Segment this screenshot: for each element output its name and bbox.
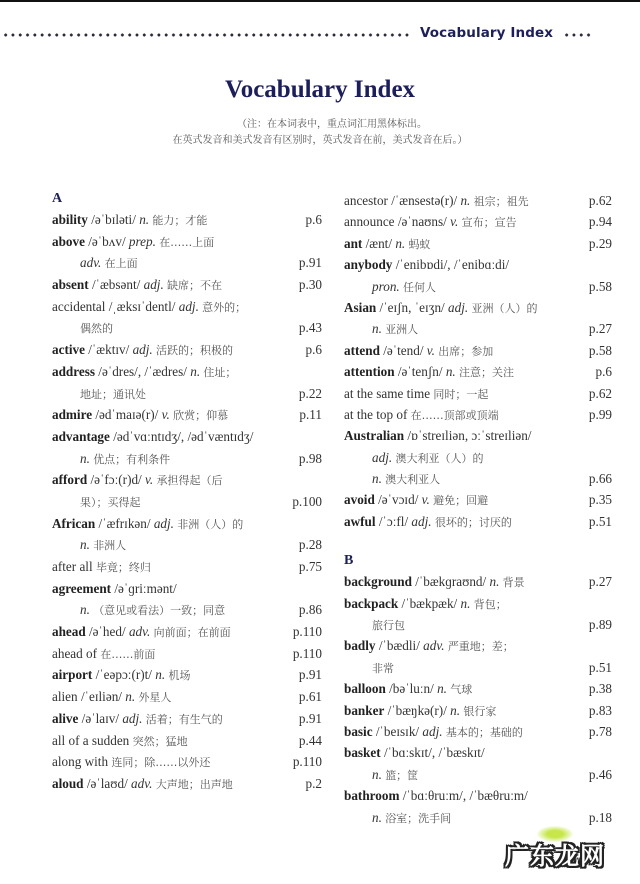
vocab-entry: [344, 340, 612, 361]
page-ref: p.51: [588, 659, 612, 675]
vocab-entry: [52, 556, 322, 578]
chinese-definition: 澳大利亚人: [385, 473, 441, 487]
page-ref: p.2: [305, 775, 322, 791]
entry-continuation: [344, 657, 612, 678]
chinese-definition: 在……顶部或顶端: [410, 408, 499, 422]
chinese-definition: 活跃的；积极的: [156, 344, 234, 358]
page-ref: p.58: [588, 278, 612, 294]
headword: bathroom: [344, 788, 400, 804]
phonetic: /ˈeɪʃn, ˈeɪʒn/: [379, 299, 445, 315]
vocab-entry: [52, 209, 322, 231]
headword: all of a sudden: [52, 732, 130, 748]
headword: background: [344, 574, 412, 590]
headword: agreement: [52, 580, 112, 596]
page-ref: p.22: [298, 385, 322, 401]
headword: alien: [52, 689, 78, 705]
phonetic: /əˈtend/: [383, 342, 424, 358]
part-of-speech: adj.: [178, 298, 199, 314]
chinese-definition: 优点；有利条件: [93, 452, 171, 466]
chinese-definition: 出席；参加: [438, 344, 494, 358]
vocab-entry: [344, 297, 612, 318]
chinese-definition: 严重地；差；: [447, 640, 514, 654]
vocab-entry: [52, 621, 322, 643]
part-of-speech: n.: [372, 809, 382, 825]
page-ref: p.83: [588, 702, 612, 718]
chinese-definition: 蚂蚁: [408, 237, 431, 251]
vocab-entry: [52, 686, 322, 708]
headword: attention: [344, 364, 395, 380]
dotted-leader-left: [2, 33, 412, 37]
chinese-definition: 银行家: [463, 704, 497, 718]
vocab-entry: [344, 635, 612, 656]
entry-continuation: [344, 764, 612, 785]
page-ref: p.61: [298, 689, 322, 705]
part-of-speech: v.: [161, 407, 170, 423]
page-ref: p.38: [588, 681, 612, 697]
phonetic: /ˈbæŋkə(r)/: [387, 702, 447, 718]
phonetic: /əˈfɔː(r)d/: [90, 472, 142, 488]
page-ref: p.94: [588, 214, 612, 230]
page-title: Vocabulary Index: [224, 76, 416, 103]
index-note: [0, 117, 640, 149]
part-of-speech: n.: [395, 235, 406, 251]
entry-continuation: [52, 317, 322, 339]
phonetic: /əˈlaʊd/: [86, 775, 128, 791]
phonetic: /ˈæfrɪkən/: [98, 515, 151, 531]
entry-continuation: [52, 491, 322, 513]
part-of-speech: v.: [145, 472, 154, 488]
chinese-definition: 任何人: [403, 280, 437, 294]
page-ref: p.30: [298, 277, 322, 293]
vocab-entry: [344, 190, 612, 211]
part-of-speech: n.: [125, 689, 136, 705]
part-of-speech: v.: [450, 214, 459, 230]
top-border-rule: [0, 0, 640, 2]
chinese-definition: 宣布；宣告: [461, 216, 517, 230]
part-of-speech: n.: [489, 574, 500, 590]
vocab-entry: [344, 489, 612, 510]
headword: airport: [52, 667, 93, 683]
entry-list-a-left: [52, 209, 322, 795]
part-of-speech: v.: [426, 342, 435, 358]
part-of-speech: adv.: [423, 638, 445, 654]
note-line-1: （注：在本词表中，重点词汇用黑体标出。: [237, 119, 427, 130]
page-ref: p.91: [298, 710, 322, 726]
chinese-definition: （意见或看法）一致；同意: [93, 604, 226, 618]
part-of-speech: n.: [80, 602, 90, 618]
vocab-entry: [344, 404, 612, 425]
vocab-entry: [52, 751, 322, 773]
page-ref: p.43: [298, 320, 322, 336]
entry-continuation: [52, 383, 322, 405]
part-of-speech: n.: [80, 537, 90, 553]
part-of-speech: n.: [155, 667, 166, 683]
headword: active: [52, 342, 85, 358]
part-of-speech: n.: [437, 681, 447, 697]
headword: afford: [52, 472, 88, 488]
phonetic: /ˈbeɪsɪk/: [375, 723, 420, 739]
page-ref: p.44: [298, 732, 322, 748]
vocab-entry: [52, 578, 322, 600]
headword: avoid: [344, 492, 375, 508]
headword: ant: [344, 235, 363, 251]
phonetic: /ədˈmaɪə(r)/: [95, 407, 159, 423]
vocab-entry: [344, 511, 612, 532]
entry-continuation: [52, 599, 322, 621]
headword: alive: [52, 710, 79, 726]
page-ref: p.28: [298, 537, 322, 553]
page-ref: p.27: [588, 574, 612, 590]
chinese-definition: 在……前面: [100, 647, 156, 661]
page-ref: p.100: [292, 493, 322, 509]
entry-continuation: [52, 252, 322, 274]
phonetic: /əˈɡriːmənt/: [114, 580, 177, 596]
chinese-definition: 气球: [450, 683, 473, 697]
part-of-speech: adj.: [422, 723, 443, 739]
page-ref: p.51: [588, 513, 612, 529]
chinese-definition: 祖宗；祖先: [473, 195, 529, 208]
vocab-entry: [52, 708, 322, 730]
section-letter-a: A: [52, 191, 63, 206]
headword: backpack: [344, 595, 399, 611]
chinese-definition: 非洲人: [93, 539, 127, 553]
chinese-definition: 缺席；不在: [167, 279, 223, 293]
headword: address: [52, 363, 95, 379]
headword: ahead: [52, 624, 86, 640]
page-ref: p.78: [588, 723, 612, 739]
chinese-definition: 意外的；: [202, 300, 247, 314]
running-head-title: Vocabulary Index: [420, 25, 554, 41]
page-ref: p.86: [298, 602, 322, 618]
vocab-entry: [52, 643, 322, 665]
section-letter-b: B: [344, 553, 354, 569]
phonetic: /əˈtenʃn/: [397, 364, 443, 380]
page-ref: p.58: [588, 342, 612, 358]
vocab-entry: [344, 678, 612, 699]
vocab-entry: [344, 383, 612, 404]
phonetic: /ˈeəpɔː(r)t/: [95, 667, 152, 683]
part-of-speech: n.: [139, 212, 150, 227]
chinese-definition: 亚洲（人）的: [471, 301, 538, 315]
headword: banker: [344, 702, 385, 718]
headword: aloud: [52, 775, 84, 791]
chinese-definition: 背包；: [473, 597, 507, 611]
phonetic: /ænt/: [365, 235, 393, 251]
page-ref: p.6: [305, 212, 322, 227]
headword: awful: [344, 513, 376, 529]
headword: accidental: [52, 298, 106, 314]
chinese-definition: 旅行包: [372, 619, 405, 633]
part-of-speech: n.: [460, 595, 471, 611]
vocab-entry: [52, 339, 322, 361]
entry-continuation: [344, 614, 612, 635]
page-ref: p.66: [588, 471, 612, 487]
vocab-entry: [52, 426, 322, 448]
headword: above: [52, 233, 85, 249]
part-of-speech: pron.: [372, 278, 400, 294]
left-column: [52, 190, 322, 795]
headword: at the same time: [344, 385, 431, 401]
entry-continuation: [52, 534, 322, 556]
chinese-definition: 很坏的；讨厌的: [434, 515, 512, 529]
chinese-definition: 住址；: [203, 365, 237, 379]
phonetic: /əˈhed/: [89, 624, 126, 640]
chinese-definition: 大声地；出声地: [155, 777, 233, 791]
vocab-entry: [344, 211, 612, 232]
entry-continuation: [344, 318, 612, 339]
chinese-definition: 向前面；在前面: [153, 626, 231, 640]
vocab-entry: [52, 513, 322, 535]
entry-continuation: [344, 468, 612, 489]
headword: ancestor: [344, 193, 388, 208]
headword: absent: [52, 277, 89, 293]
page-ref: p.99: [588, 406, 612, 422]
chinese-definition: 突然；猛地: [132, 734, 188, 748]
phonetic: /əˈnaʊns/: [397, 214, 447, 230]
page-ref: p.62: [588, 385, 612, 401]
page-ref: p.35: [588, 492, 612, 508]
vocab-entry: [52, 664, 322, 686]
right-column: [344, 190, 612, 828]
phonetic: /ˈbækɡraʊnd/: [415, 574, 487, 590]
chinese-definition: 澳大利亚（人）的: [395, 451, 484, 465]
vocab-entry: [52, 274, 322, 296]
entry-continuation: [344, 807, 612, 828]
chinese-definition: 能力；才能: [152, 214, 208, 227]
phonetic: /ˈɔːfl/: [378, 513, 409, 529]
headword: after all: [52, 559, 93, 574]
headword: basket: [344, 745, 381, 761]
part-of-speech: adj.: [372, 449, 393, 465]
phonetic: /bəˈluːn/: [389, 681, 434, 697]
chinese-definition: 浴室；洗手间: [385, 811, 452, 825]
chinese-definition: 非常: [372, 661, 394, 675]
headword: African: [52, 515, 96, 531]
headword: balloon: [344, 681, 386, 697]
vocab-entry: [344, 425, 612, 446]
chinese-definition: 外星人: [138, 691, 172, 705]
chinese-definition: 在上面: [104, 257, 138, 271]
headword: Asian: [344, 299, 377, 315]
part-of-speech: adv.: [128, 624, 151, 640]
page-ref: p.110: [292, 754, 322, 770]
vocab-entry: [344, 361, 612, 382]
phonetic: /əˈvɔɪd/: [378, 492, 419, 508]
part-of-speech: n.: [372, 471, 382, 487]
vocab-entry: [344, 571, 612, 592]
part-of-speech: adv.: [131, 775, 153, 791]
vocab-entry: [344, 721, 612, 742]
part-of-speech: n.: [445, 364, 456, 380]
page-ref: p.89: [588, 617, 612, 633]
phonetic: /ɒˈstreɪliən, ɔːˈstreɪliən/: [407, 428, 532, 444]
vocab-entry: [344, 742, 612, 763]
phonetic: /ˈbɑːθruːm/, /ˈbæθruːm/: [402, 788, 528, 804]
headword: at the top of: [344, 406, 408, 422]
running-head: [0, 25, 640, 45]
phonetic: /əˈdres/, /ˈædres/: [98, 363, 187, 379]
headword: ability: [52, 212, 88, 227]
part-of-speech: v.: [421, 492, 430, 508]
page-ref: p.27: [588, 321, 612, 337]
chinese-definition: 果）；买得起: [80, 495, 141, 509]
entry-continuation: [344, 447, 612, 468]
part-of-speech: adj.: [153, 515, 174, 531]
vocab-entry: [52, 730, 322, 752]
part-of-speech: adj.: [122, 710, 143, 726]
page-ref: p.91: [298, 667, 322, 683]
page-ref: p.110: [292, 624, 322, 640]
part-of-speech: adv.: [80, 255, 102, 271]
chinese-definition: 欣赏；仰慕: [173, 409, 229, 423]
part-of-speech: adj.: [411, 513, 432, 529]
headword: attend: [344, 342, 380, 358]
headword: badly: [344, 638, 376, 654]
section-spacer: [344, 532, 612, 552]
page-ref: p.6: [595, 364, 612, 380]
chinese-definition: 地址；通讯处: [80, 387, 146, 401]
headword: Australian: [344, 428, 405, 444]
chinese-definition: 在……上面: [159, 235, 215, 249]
chinese-definition: 避免；回避: [433, 494, 489, 508]
part-of-speech: adj.: [132, 342, 153, 358]
chinese-definition: 承担得起（后: [156, 474, 223, 488]
part-of-speech: prep.: [128, 233, 156, 249]
headword: anybody: [344, 257, 393, 273]
vocab-entry: [52, 361, 322, 383]
chinese-definition: 毕竟；终归: [95, 561, 151, 574]
chinese-definition: 非洲（人）的: [177, 517, 244, 531]
vocab-entry: [344, 785, 612, 806]
entry-list-a-right: [344, 190, 612, 532]
part-of-speech: n.: [450, 702, 461, 718]
vocab-entry: [344, 593, 612, 614]
phonetic: /ˈbɑːskɪt/, /ˈbæskɪt/: [383, 745, 485, 761]
vocab-entry: [344, 700, 612, 721]
phonetic: /ədˈvɑːntɪdʒ/, /ədˈvæntɪdʒ/: [113, 428, 254, 444]
entry-list-b: [344, 571, 612, 828]
part-of-speech: adj.: [143, 277, 164, 293]
part-of-speech: n.: [80, 450, 90, 466]
page-ref: p.62: [588, 193, 612, 208]
chinese-definition: 同时；一起: [433, 387, 489, 401]
phonetic: /ˈbækpæk/: [401, 595, 458, 611]
chinese-definition: 机场: [168, 669, 191, 683]
phonetic: /ˈeɪliən/: [80, 689, 122, 705]
chinese-definition: 基本的；基础的: [445, 725, 523, 739]
vocab-entry: [344, 233, 612, 254]
vocab-entry: [52, 773, 322, 795]
part-of-speech: n.: [190, 363, 201, 379]
page-ref: p.11: [299, 407, 322, 423]
vocab-entry: [52, 469, 322, 491]
phonetic: /ˈbædli/: [378, 638, 420, 654]
part-of-speech: adj.: [448, 299, 469, 315]
chinese-definition: 篮；筐: [385, 768, 419, 782]
vocab-entry: [52, 231, 322, 253]
page-ref: p.29: [588, 235, 612, 251]
phonetic: /ˌæksɪˈdentl/: [108, 298, 176, 314]
vocab-entry: [52, 296, 322, 318]
dotted-leader-right: [563, 33, 593, 37]
entry-continuation: [344, 276, 612, 297]
headword: admire: [52, 407, 93, 423]
entry-continuation: [52, 448, 322, 470]
headword: announce: [344, 214, 395, 230]
phonetic: /əˈbɪləti/: [91, 212, 136, 227]
chinese-definition: 背景: [502, 576, 525, 590]
page-ref: p.110: [292, 645, 322, 661]
phonetic: /ˈænsestə(r)/: [391, 193, 458, 208]
phonetic: /əˈbʌv/: [88, 233, 126, 249]
chinese-definition: 连同；除……以外还: [111, 756, 211, 770]
note-line-2: 在英式发音和美式发音有区别时，英式发音在前，美式发音在后。）: [172, 135, 468, 146]
part-of-speech: n.: [372, 766, 382, 782]
chinese-definition: 亚洲人: [385, 323, 419, 337]
page-ref: p.46: [588, 766, 612, 782]
chinese-definition: 注意；关注: [459, 366, 515, 380]
page-ref: p.91: [298, 255, 322, 271]
headword: ahead of: [52, 645, 98, 661]
phonetic: /ˈæbsənt/: [91, 277, 141, 293]
headword: basic: [344, 723, 373, 739]
page-ref: p.75: [298, 559, 322, 574]
page-ref: p.98: [298, 450, 322, 466]
chinese-definition: 偶然的: [80, 322, 113, 336]
part-of-speech: n.: [460, 193, 471, 208]
phonetic: /ˈæktɪv/: [88, 342, 130, 358]
part-of-speech: n.: [372, 321, 382, 337]
phonetic: /əˈlaɪv/: [81, 710, 120, 726]
page-ref: p.6: [305, 342, 322, 358]
vocab-entry: [344, 254, 612, 275]
vocab-entry: [52, 404, 322, 426]
watermark-logo: 广东龙网: [505, 842, 605, 870]
chinese-definition: 活着；有生气的: [145, 712, 223, 726]
phonetic: /ˈenibɒdi/, /ˈenibɑːdi/: [395, 257, 510, 273]
headword: advantage: [52, 428, 110, 444]
headword: along with: [52, 754, 109, 770]
page-ref: p.18: [588, 809, 612, 825]
